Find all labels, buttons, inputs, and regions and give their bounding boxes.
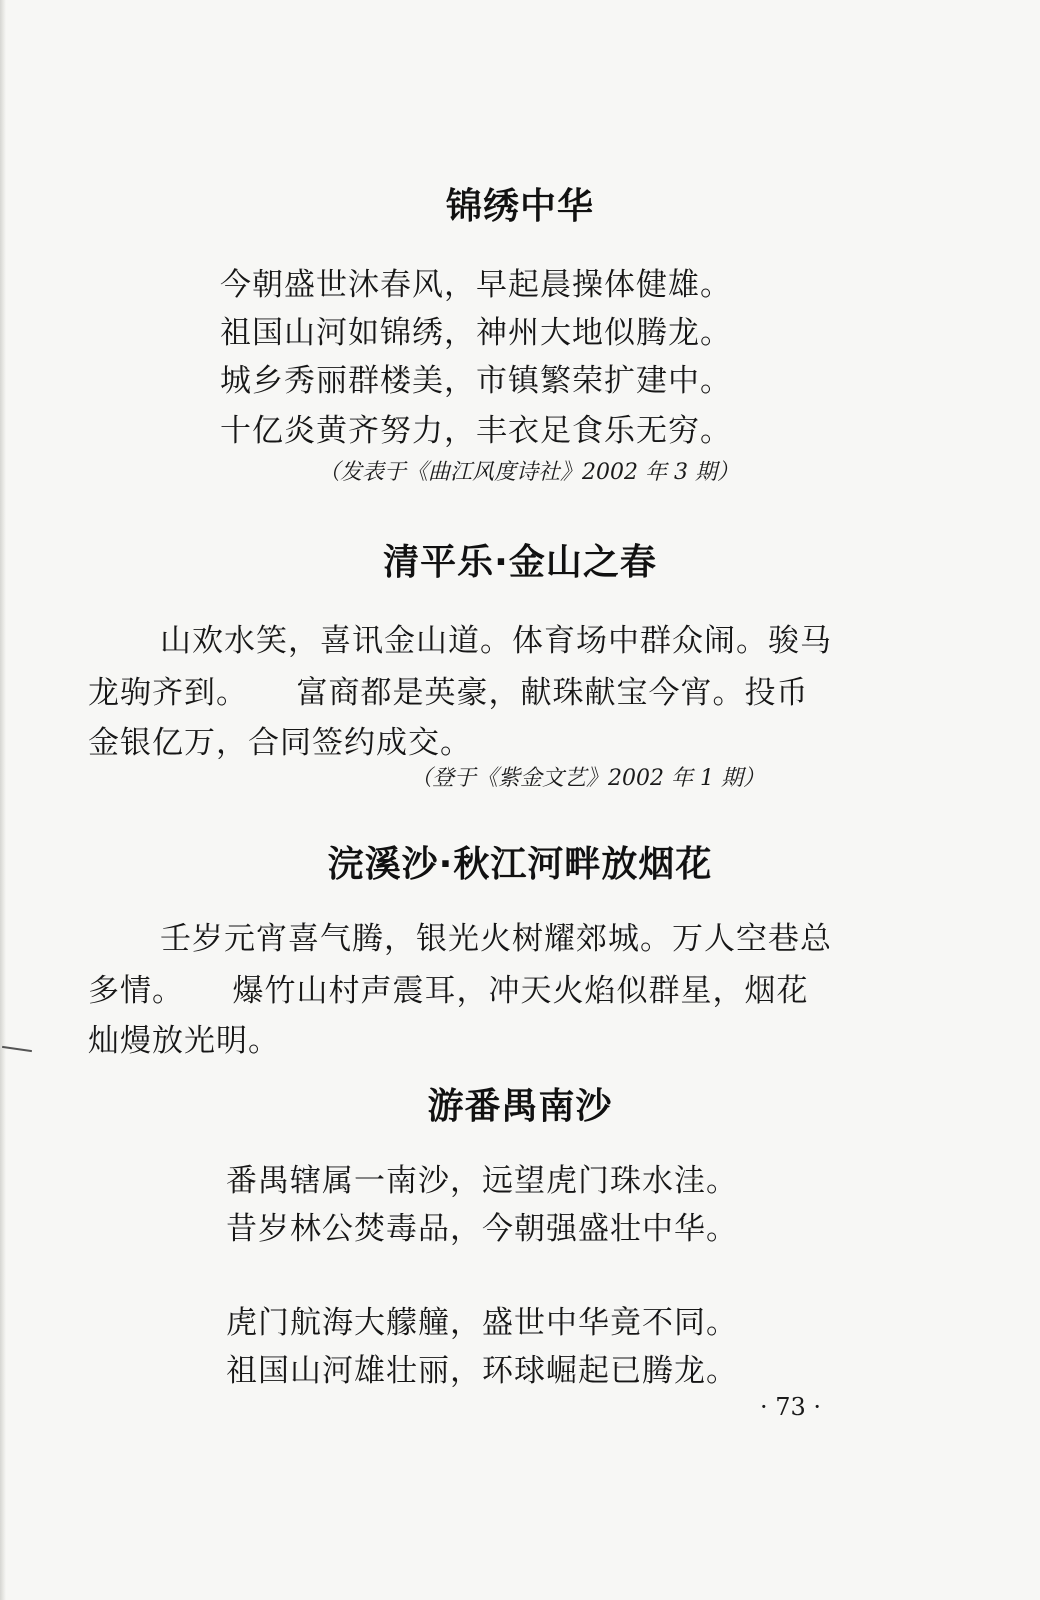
- poem-line: 十亿炎黄齐努力，丰衣足食乐无穷。: [220, 413, 732, 449]
- poem-title: 清平乐·金山之春: [383, 542, 657, 583]
- poem-line: 祖国山河如锦绣，神州大地似腾龙。: [220, 315, 732, 351]
- scan-mark: [2, 1046, 32, 1052]
- poem-line: 灿熳放光明。: [88, 1023, 280, 1059]
- poem-line: 城乡秀丽群楼美，市镇繁荣扩建中。: [220, 363, 732, 399]
- poem-title: 浣溪沙·秋江河畔放烟花: [327, 844, 713, 885]
- poem-line: 多情。 爆竹山村声震耳，冲天火焰似群星，烟花: [88, 973, 809, 1009]
- publication-note: （发表于《曲江风度诗社》2002 年 3 期）: [318, 460, 739, 485]
- poem-line: 今朝盛世沐春风，早起晨操体健雄。: [220, 267, 732, 303]
- page-edge-shadow: [0, 0, 6, 1600]
- poem-line: 龙驹齐到。 富商都是英豪，献珠献宝今宵。投币: [88, 675, 809, 711]
- poem-line: 虎门航海大艨艟，盛世中华竟不同。: [226, 1305, 738, 1341]
- poem-line: 番禺辖属一南沙，远望虎门珠水洼。: [226, 1163, 738, 1199]
- page-number: · 73 ·: [760, 1393, 822, 1421]
- publication-note: （登于《紫金文艺》2002 年 1 期）: [410, 766, 765, 791]
- poem-line: 壬岁元宵喜气腾，银光火树耀郊城。万人空巷总: [160, 921, 832, 957]
- poem-line: 山欢水笑，喜讯金山道。体育场中群众闹。骏马: [160, 623, 832, 659]
- poem-line: 祖国山河雄壮丽，环球崛起已腾龙。: [226, 1353, 738, 1389]
- poem-line: 昔岁林公焚毒品，今朝强盛壮中华。: [226, 1211, 738, 1247]
- poem-line: 金银亿万，合同签约成交。: [88, 725, 472, 761]
- poem-title: 游番禺南沙: [427, 1086, 613, 1127]
- poem-title: 锦绣中华: [445, 186, 594, 227]
